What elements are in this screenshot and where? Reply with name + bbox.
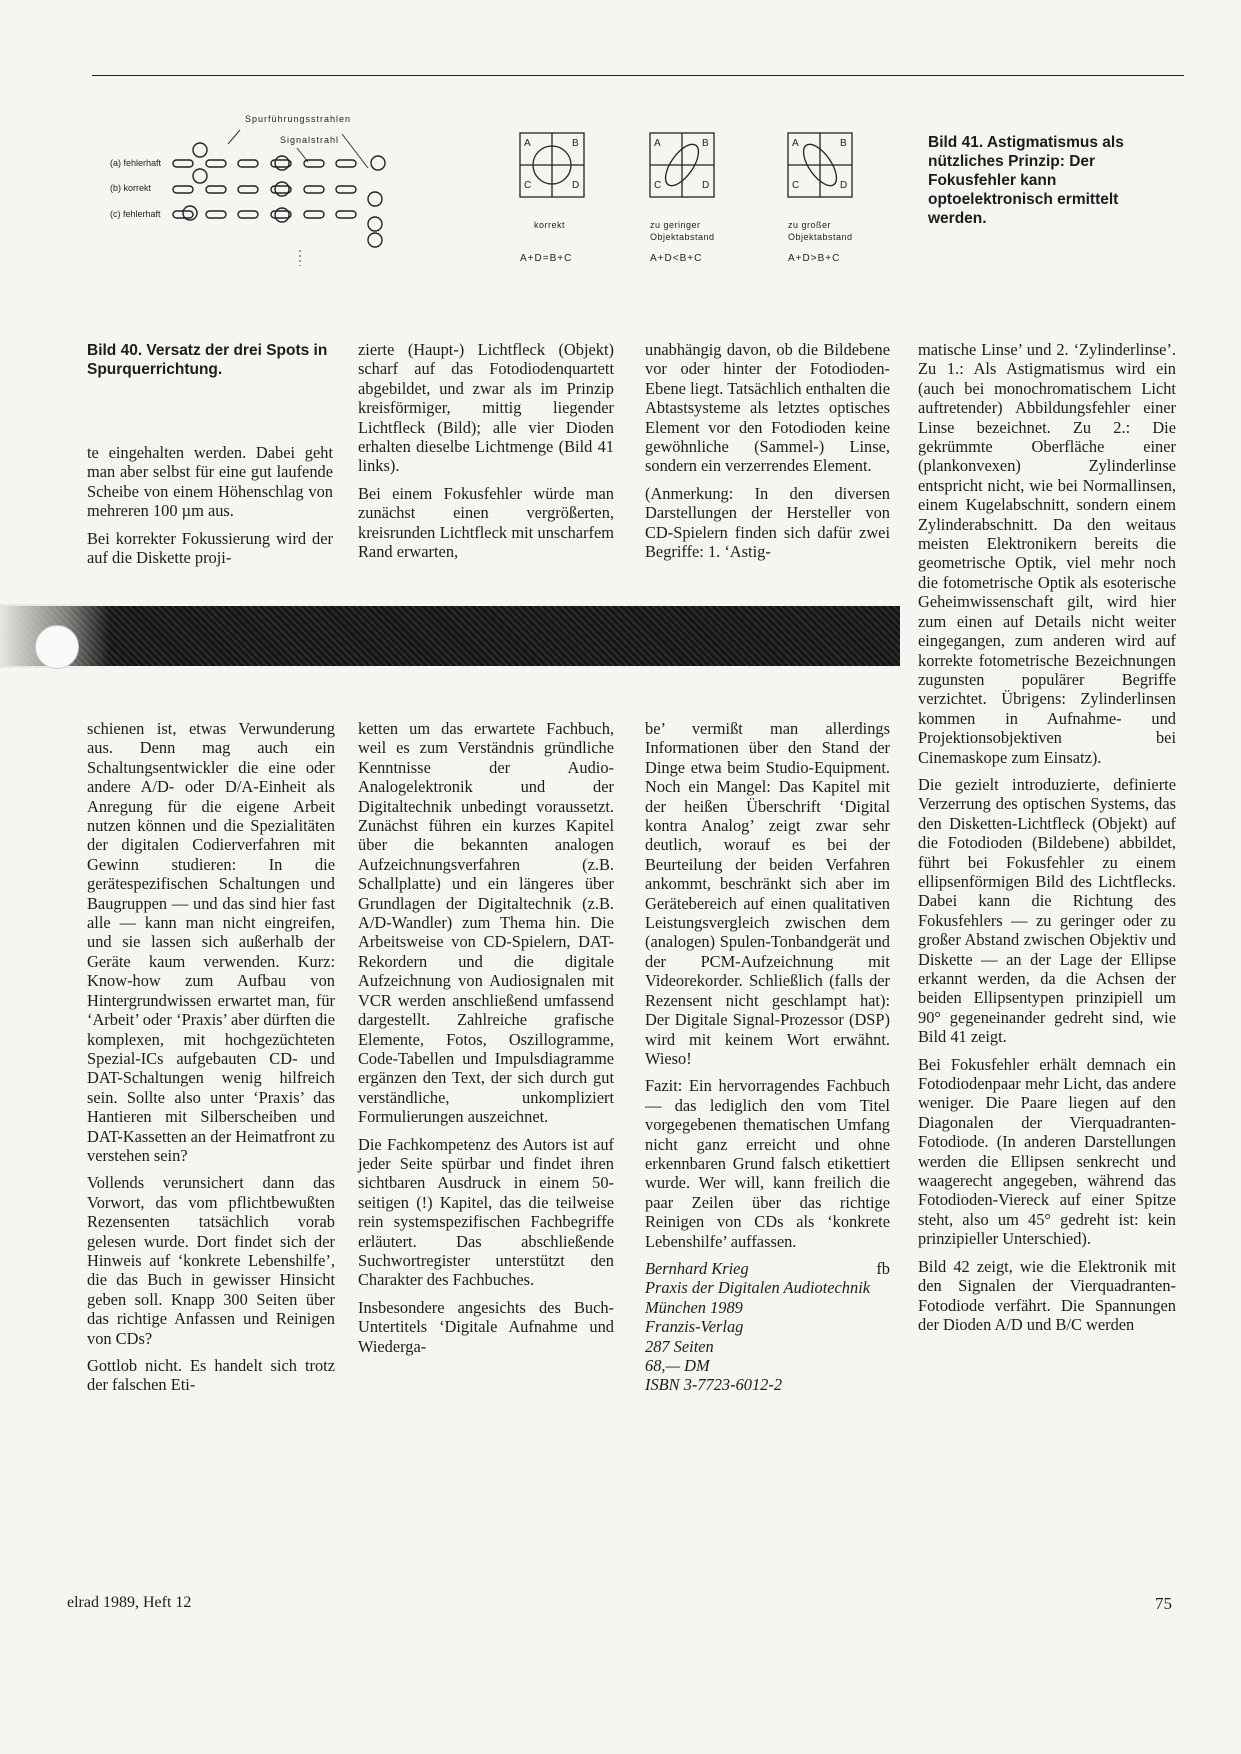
book-price: 68,— DM (645, 1356, 710, 1375)
panel3-formula: A+D>B+C (788, 253, 841, 264)
book-title: Praxis der Digitalen Audiotechnik (645, 1278, 871, 1298)
book-publisher: Franzis-Verlag (645, 1317, 744, 1337)
figure-41 (510, 128, 910, 283)
quad-b-1: B (572, 138, 579, 149)
caption-bild-40: Bild 40. Versatz der drei Spots in Spurquerrichtung. (87, 342, 328, 378)
quad-d-1: D (572, 180, 580, 191)
dark-separator-band (0, 606, 900, 666)
paragraph: zierte (Haupt-) Lichtfleck (Objekt) scharf auf das Fotodiodenquartett abgebildet, und zwar als im Prinzip kreisförmiger, mittig liegender Lichtfleck (Bild); alle vier Dioden erhalten dieselbe Lichtmenge (Bild 41 links). (358, 340, 614, 476)
panel2-formula: A+D<B+C (650, 253, 703, 264)
author: Bernhard Krieg (645, 1258, 749, 1278)
quad-d-2: D (702, 180, 710, 191)
paragraph: Bei korrekter Fokussierung wird der auf die Diskette proji- (87, 528, 333, 568)
quad-c-2: C (654, 180, 662, 191)
quad-c-3: C (792, 180, 800, 191)
book-reference (645, 1259, 890, 1395)
page-number: 75 (1155, 1594, 1172, 1613)
paragraph: ketten um das erwartete Fachbuch, weil es zum Verständnis gründliche Kenntnisse der Audio-Analogelektronik und der Digitaltechnik unbedingt voraussetzt. Zunächst führen ein kurzes Kapitel über die bekannten analogen Aufzeichnungsverfahren (z.B. Schallplatte) und ein längeres über Grundlagen der Digitaltechnik (z.B. A/D-Wandler) zum Thema hin. Die Arbeitsweise von CD-Spielern, DAT-Rekordern und die digitale Aufzeichnung von Audiosignalen mit VCR werden anschließend umfassend dargestellt. Zahlreiche grafische Elemente, Fotos, Oszillogramme, Code-Tabellen und Impulsdiagramme ergänzen den Text, der sich durch gut verständliche, unkompliziert Formulierungen auszeichnet. (358, 719, 614, 1127)
paragraph: unabhängig davon, ob die Bildebene vor oder hinter der Fotodioden-Ebene liegt. Tatsächlich enthalten die Abtastsysteme als letztes optisches Element vor den Fotodioden keine gewöhnliche (Sammel-) Linse, sondern ein verzerrendes Element. (645, 340, 890, 476)
book-isbn: ISBN 3-7723-6012-2 (645, 1375, 783, 1395)
spot-offset-diagram (110, 114, 470, 268)
right-column (918, 340, 1176, 1342)
panel3-label2: Objektabstand (788, 232, 853, 242)
paragraph: te eingehalten werden. Dabei geht man aber selbst für eine gut laufende Scheibe von einem Höhenschlag von mehreren 100 µm aus. (87, 443, 333, 521)
punch-hole (35, 625, 79, 669)
top-rule (92, 75, 1184, 76)
top-column-1 (87, 443, 333, 575)
quad-d-3: D (840, 180, 848, 191)
quad-b-3: B (840, 138, 847, 149)
panel1-formula: A+D=B+C (520, 253, 573, 264)
paragraph: Die Fachkompetenz des Autors ist auf jeder Seite spürbar und findet ihren sichtbaren Ausdruck in einem 50-seitigen (!) Kapitel, das die teilweise rein systemspezifischen Fachbegriffe erläutert. Das abschließende Suchwortregister unterstützt den Charakter des Fachbuches. (358, 1134, 614, 1290)
quad-a-2: A (654, 138, 661, 149)
paragraph: Die gezielt introduzierte, definierte Verzerrung des optischen Systems, das den Disketten-Lichtfleck (Objekt) auf die Fotodioden (Bildebene) abbildet, führt bei Fokusfehler zu einem ellipsenförmigen Bild des Lichtflecks. Dabei kann die Richtung des Fokusfehlers — zu geringer oder zu großer Abstand zwischen Objektiv und Diskette — an der Lage der Ellipse erkannt werden, da die Achsen der beiden Ellipsentypen prinzipiell um 90° gegeneinander gedreht sind, wie Bild 41 zeigt. (918, 774, 1176, 1047)
quad-a-3: A (792, 138, 799, 149)
paragraph: Bei Fokusfehler erhält demnach ein Fotodiodenpaar mehr Licht, das andere weniger. Die Paare liegen auf den Diagonalen der Vierquadranten-Fotodiode. (In anderen Darstellungen werden die Ellipsen senkrecht und waagerecht angegeben, während das Fotodioden-Viereck auf einer Spitze steht, also um 45° gedreht ist: kein prinzipieller Unterschied). (918, 1054, 1176, 1249)
caption-bild-41: Bild 41. Astigmatismus als nützliches Prinzip: Der Fokusfehler kann optoelektronisch ermittelt werden. (928, 134, 1124, 227)
bottom-column-1 (87, 719, 335, 1403)
paragraph: schienen ist, etwas Verwunderung aus. Denn mag auch ein Schaltungsentwickler die eine oder andere A/D- oder D/A-Einheit als Anregung für die eigene Arbeit nutzen können und die Spezialitäten der digitalen Codierverfahren mit Gewinn studieren: In die gerätespezifischen Schaltungen und Baugruppen — und das sind hier fast alle — kann man nicht eingreifen, und sie lassen sich außerhalb der Geräte kaum verwenden. Kurz: Know-how zum Aufbau von Hintergrundwissen erwartet man, für ‘Arbeit’ oder ‘Praxis’ aber dürften die komplexen, mit hochgezüchteten Spezial-ICs aufgebauten CD- und DAT-Schaltungen wenig hilfreich sein. Sollte also unter ‘Praxis’ das Hantieren mit Silberscheiben und DAT-Kassetten an der Heimatfront zu verstehen sein? (87, 719, 335, 1165)
fig40-label-signal: Signalstrahl (280, 135, 340, 145)
quad-b-2: B (702, 138, 709, 149)
quad-a-1: A (524, 138, 531, 149)
astigmatism-diagram (510, 128, 910, 278)
paragraph: Bild 42 zeigt, wie die Elektronik mit den Signalen der Vierquadranten-Fotodiode verfährt. Die Spannungen der Dioden A/D und B/C werden (918, 1256, 1176, 1334)
top-column-3 (645, 340, 890, 569)
paragraph: Insbesondere angesichts des Buch-Untertitels ‘Digitale Aufnahme und Wiederga- (358, 1297, 614, 1356)
paragraph: matische Linse’ und 2. ‘Zylinderlinse’. Zu 1.: Als Astigmatismus wird ein (auch bei monochromatischem Licht auftretender) Abbildungsfehler einer Linse bezeichnet. Zu 2.: Die gekrümmte Oberfläche einer (plankonvexen) Zylinderlinse entspricht nicht, wie bei Normallinsen, einem Kugelabschnitt, sondern einem Zylinderabschnitt. Da den weitaus meisten Elektronikern bereits die geometrische Optik, viel mehr noch die fotometrische Optik als esoterische Geheimwissenschaft gilt, wird hier zum einen auf Details nicht weiter eingegangen, zum anderen wird auf korrekte fotometrische Bezeichnungen zugunsten populärer Begriffe verzichtet. Übrigens: Zylinderlinsen kommen in Aufnahme- und Projektionsobjektiven bei Cinemaskope zum Einsatz). (918, 340, 1176, 767)
paragraph: be’ vermißt man allerdings Informationen über den Stand der Dinge etwa beim Studio-Equipment. Noch ein Mangel: Das Kapitel mit der heißen Überschrift ‘Digital kontra Analog’ zeigt zwar sehr deutlich, worauf es bei der Beurteilung der beiden Verfahren ankommt, beschränkt sich aber im Gerätebereich auf einen qualitativen Leistungsvergleich zwischen dem (analogen) Spulen-Tonbandgerät und der PCM-Aufzeichnung mit Videorekorder. Schließlich (falls der Rezensent nicht geschlampt hat): Der Digitale Signal-Prozessor (DSP) wird mit keinem Wort erwähnt. Wieso! (645, 719, 890, 1068)
fig40-row-c: (c) fehlerhaft (110, 209, 161, 219)
figure-40 (110, 114, 470, 273)
bottom-column-3 (645, 719, 890, 1395)
top-column-2 (358, 340, 614, 569)
panel3-label: zu großer (788, 220, 832, 230)
fig40-row-a: (a) fehlerhaft (110, 158, 162, 168)
panel2-label: zu geringer (650, 220, 701, 230)
paragraph: Vollends verunsichert dann das Vorwort, das vom pflichtbewußten Rezensenten tatsächlich vorab gelesen wurde. Dort findet sich der Hinweis auf ‘konkrete Lebenshilfe’, die das Buch in gewisser Hinsicht geben soll. Knapp 300 Seiten über das richtige Anfassen und Reinigen von CDs? (87, 1173, 335, 1348)
paragraph: Gottlob nicht. Es handelt sich trotz der falschen Eti- (87, 1356, 335, 1395)
bottom-column-2 (358, 719, 614, 1364)
paragraph: Bei einem Fokusfehler würde man zunächst einen vergrößerten, kreisrunden Lichtfleck mit unscharfem Rand erwarten, (358, 483, 614, 562)
fig40-label-tracking: Spurführungsstrahlen (245, 114, 352, 124)
panel1-label: korrekt (534, 220, 566, 230)
fig40-row-b: (b) korrekt (110, 183, 152, 193)
book-place: München 1989 (645, 1297, 743, 1317)
paragraph: (Anmerkung: In den diversen Darstellungen der Hersteller von CD-Spielern finden sich dafür zwei Begriffe: 1. ‘Astig- (645, 483, 890, 562)
paragraph: Fazit: Ein hervorragendes Fachbuch — das lediglich den vom Titel vorgegebenen thematischen Umfang nicht ganz erreicht und ohne erkennbaren Grund falsch etikettiert wurde. Wer will, kann freilich die paar Zeilen über das richtige Reinigen von CDs als ‘konkrete Lebenshilfe’ auffassen. (645, 1076, 890, 1251)
footer-issue: elrad 1989, Heft 12 (67, 1594, 192, 1611)
panel2-label2: Objektabstand (650, 232, 715, 242)
quad-c-1: C (524, 180, 532, 191)
book-pages: 287 Seiten (645, 1336, 714, 1356)
signature: fb (876, 1258, 890, 1278)
